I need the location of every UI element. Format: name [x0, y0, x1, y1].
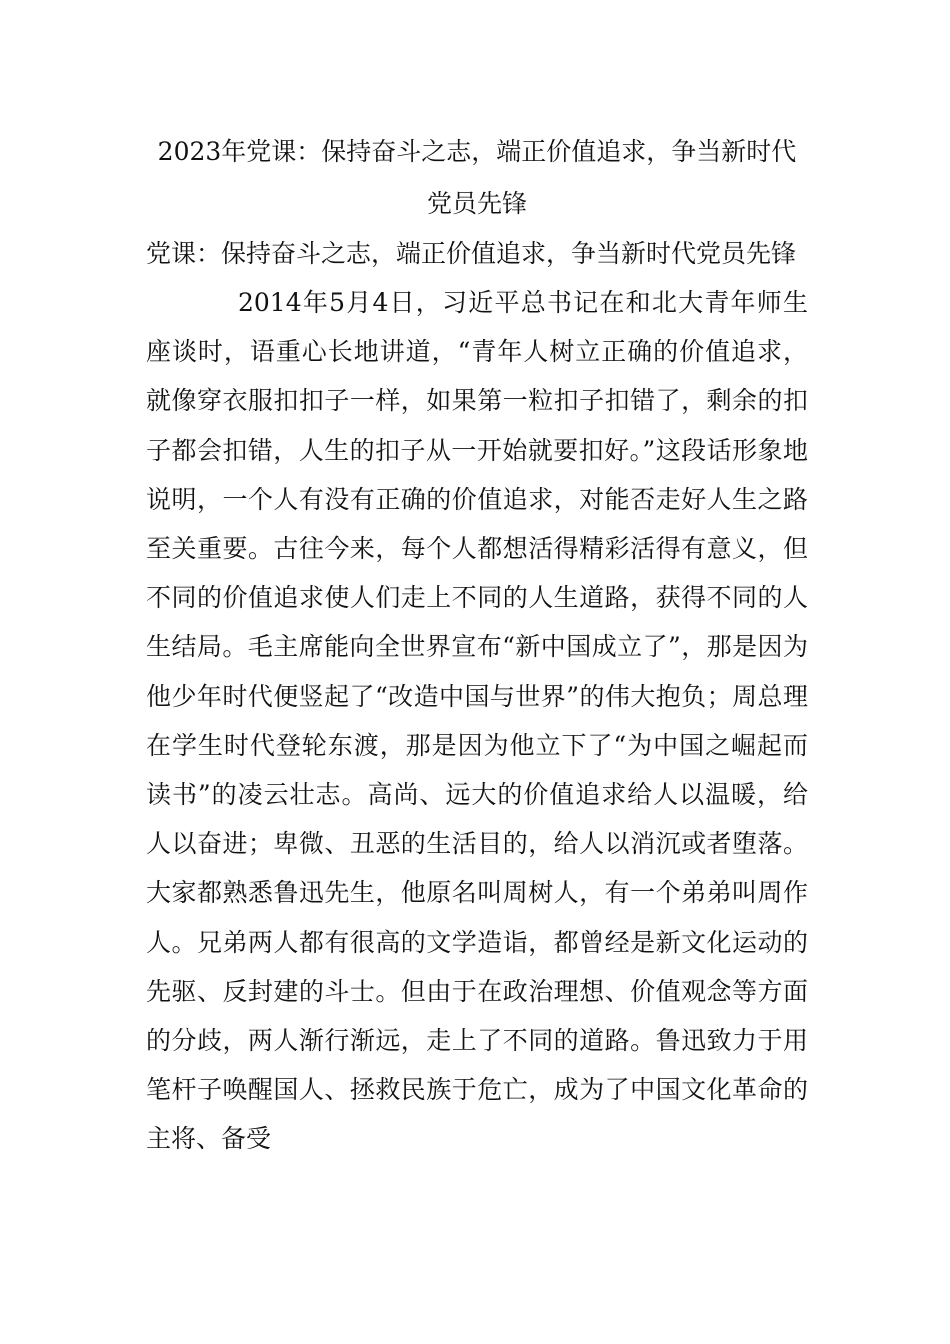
body-paragraph: 2014年5月4日，习近平总书记在和北大青年师生座谈时，语重心长地讲道，“青年人树立正确的价值追求，就像穿衣服扣扣子一样，如果第一粒扣子扣错了，剩余的扣子都会扣错，人生的扣子从一开始就要扣好。”这段话形象地说明，一个人有没有正确的价值追求，对能否走好人生之路至关重要。古往今来，每个人都想活得精彩活得有意义，但不同的价值追求使人们走上不同的人生道路，获得不同的人生结局。毛主席能向全世界宣布“新中国成立了”，那是因为他少年时代便竖起了“改造中国与世界”的伟大抱负；周总理在学生时代登轮东渡，那是因为他立下了“为中国之崛起而读书”的凌云壮志。高尚、远大的价值追求给人以温暖，给人以奋进；卑微、丑恶的生活目的，给人以消沉或者堕落。大家都熟悉鲁迅先生，他原名叫周树人，有一个弟弟叫周作人。兄弟两人都有很高的文学造诣，都曾经是新文化运动的先驱、反封建的斗士。但由于在政治理想、价值观念等方面的分歧，两人渐行渐远，走上了不同的道路。鲁迅致力于用笔杆子唤醒国人、拯救民族于危亡，成为了中国文化革命的主将、备受 [146, 288, 808, 1154]
document-subtitle: 党课：保持奋斗之志，端正价值追求，争当新时代党员先锋 [146, 239, 797, 268]
document-title: 2023年党课：保持奋斗之志，端正价值追求，争当新时代党员先锋 [157, 137, 797, 218]
document-page [146, 126, 808, 1164]
